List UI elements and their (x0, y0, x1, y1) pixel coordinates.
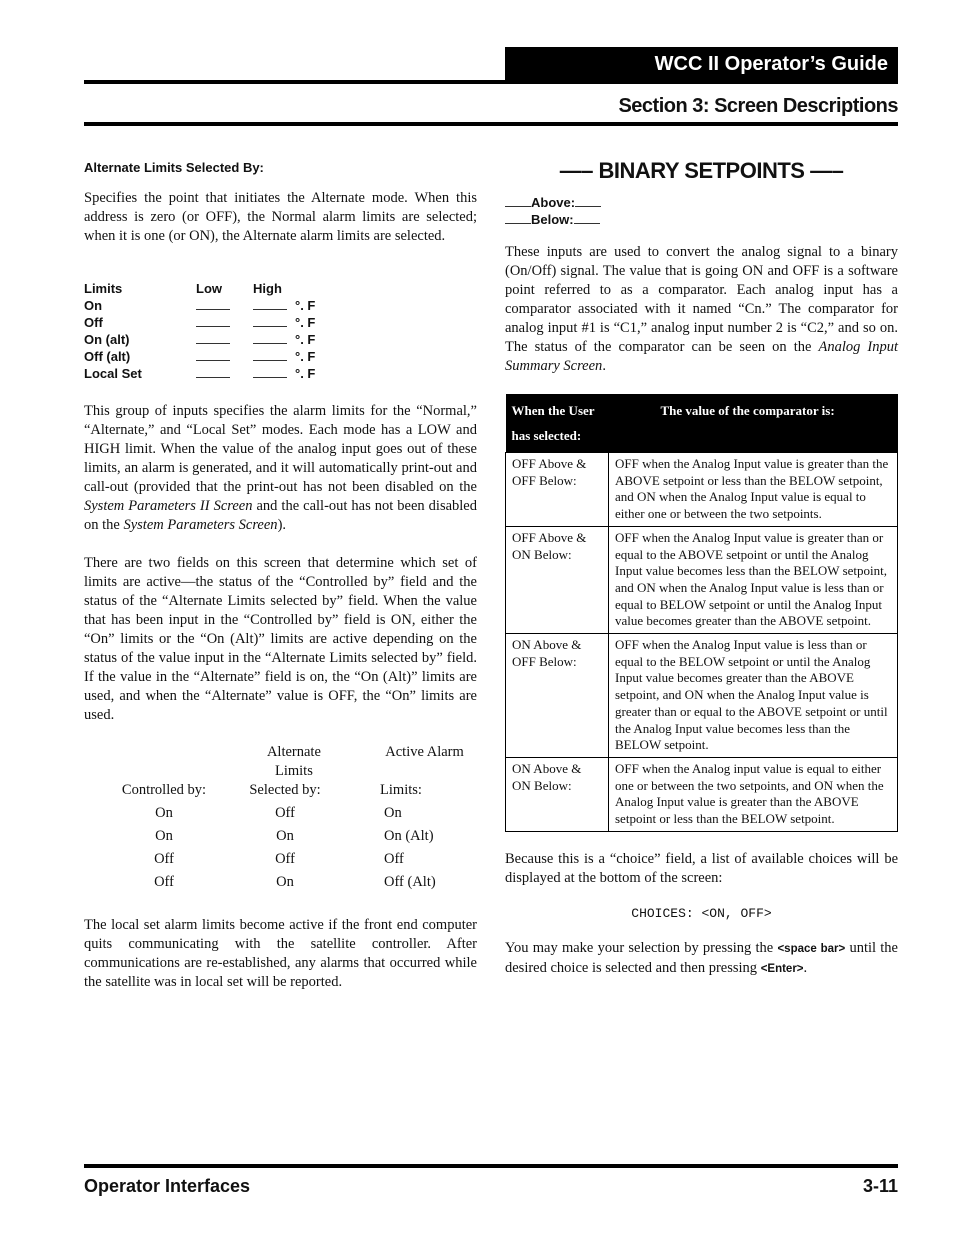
high-blank (253, 298, 287, 310)
description-cell: OFF when the Analog Input value is greater than the ABOVE setpoint or less than the BELOW setpoint, and ON when the Analog Input value is equal to either one or between the two setpoints. (609, 453, 898, 527)
limits-row-label: On (84, 298, 103, 313)
mode-header-row (84, 781, 477, 800)
alarm-limits-paragraph (84, 402, 477, 535)
mode-cell: On (276, 828, 294, 844)
table-row (506, 757, 898, 831)
above-label: Above: (531, 195, 576, 210)
limits-col-header: Limits (84, 281, 123, 296)
mode-cell: On (276, 874, 294, 890)
selection-cell (506, 453, 609, 527)
limits-header-row (84, 280, 477, 297)
mode-cell: On (384, 805, 402, 821)
section-title: Section 3: Screen Descriptions (618, 95, 898, 117)
paragraph-text: These inputs are used to convert the analog signal to a binary (On/Off) signal. The value that is going ON and OFF is a software point referred to as a comparator. Each analog input has a comparator associated with it named “Cn.” The comparator for analog input #1 is “C1,” analog input number 2 is “C2,” and so on. The status of the comparator can be seen on the (505, 244, 898, 355)
high-blank (253, 349, 287, 361)
mode-cell: Off (275, 851, 295, 867)
local-set-paragraph: The local set alarm limits become active if the front end computer quits communicating with the satellite controller. After communications are re-established, any alarms that occurred while the satellite was in local set will be reported. (84, 917, 477, 990)
choice-field-paragraph: Because this is a “choice” field, a list of available choices will be displayed at the bottom of the screen: (505, 850, 898, 886)
mode-header (84, 743, 237, 781)
mode-row (84, 850, 477, 869)
selection-text: OFF Below: (512, 653, 577, 669)
above-blank-left (505, 197, 531, 207)
mode-header: Alternate Limits (266, 744, 321, 779)
mode-header-row (84, 743, 477, 781)
mode-cell: Off (275, 805, 295, 821)
low-blank (196, 298, 230, 310)
mode-row (84, 827, 477, 846)
alternate-limits-heading: Alternate Limits Selected By: (84, 160, 264, 175)
selection-text: OFF Below: (512, 472, 577, 488)
limits-row (84, 365, 477, 382)
paragraph-text: This group of inputs specifies the alarm limits for the “Normal,” “Alternate,” and “Local Set” modes. Each mode has a LOW and HIGH limit. When the value of the analog input goes out of these limits, an alarm is generated, and it will automatically print-out and call-out (provided that the print-out has not been disabled on the (84, 403, 477, 495)
mode-cell: On (155, 805, 173, 821)
paragraph-text: until the desired choice is selected and then pressing (505, 939, 898, 976)
comparator-table-header (506, 394, 898, 453)
limits-row (84, 297, 477, 314)
below-blank-right (574, 214, 600, 224)
mode-header: Selected by: (249, 782, 321, 798)
unit-label: °. F (295, 298, 316, 313)
selection-text: ON Below: (512, 546, 572, 562)
binary-setpoints-title: —– BINARY SETPOINTS —– (559, 158, 844, 183)
header-selected (506, 394, 609, 453)
alternate-limits-paragraph: Specifies the point that initiates the Alternate mode. When this address is zero (or OFF), the Normal alarm limits are selected; when it is one (or ON), the Alternate alarm limits are selected. (84, 190, 477, 244)
left-column (84, 160, 477, 992)
below-label: Below: (531, 212, 574, 227)
choices-line: CHOICES: <ON, OFF> (631, 905, 772, 921)
unit-label: °. F (295, 315, 316, 330)
selection-text: OFF Above & (512, 529, 587, 545)
page-number: 3-11 (862, 1176, 898, 1196)
low-col-header: Low (196, 281, 222, 296)
unit-label: °. F (295, 349, 316, 364)
mode-cell: Off (154, 851, 174, 867)
header-value: The value of the comparator is: (609, 394, 898, 453)
limits-row-label: On (alt) (84, 332, 130, 347)
low-blank (196, 315, 230, 327)
description-cell: OFF when the Analog Input value is greater than or equal to the ABOVE setpoint or until the Analog Input value becomes less than the BELOW setpoint, and ON when the Analog Input value is less than or equal to BELOW setpoint or until the Analog Input value becomes greater than the ABOVE setpoint. (609, 526, 898, 633)
paragraph-text: . (803, 959, 808, 976)
below-field (505, 211, 898, 228)
table-row (506, 453, 898, 527)
mode-header: Controlled by: (121, 782, 207, 798)
footer-rule (84, 1164, 898, 1168)
limits-row-label: Off (alt) (84, 349, 131, 364)
high-blank (253, 315, 287, 327)
space-bar-key: <space bar> (777, 942, 846, 955)
unit-label: °. F (295, 366, 316, 381)
paragraph-text: . (602, 358, 606, 374)
selection-cell (506, 757, 609, 831)
paragraph-text: You may make your selection by pressing the (505, 939, 778, 956)
enter-key: <Enter> (760, 962, 804, 975)
header-text: When the User (511, 403, 595, 418)
above-blank-right (575, 197, 601, 207)
right-column (505, 158, 898, 979)
header-rule (84, 80, 898, 84)
low-blank (196, 349, 230, 361)
selection-text: ON Above & (512, 760, 582, 776)
guide-title: WCC II Operator’s Guide (505, 47, 898, 81)
active-limits-paragraph: There are two fields on this screen that determine which set of limits are active—the status of the “Controlled by” field and the status of the “Alternate Limits selected by” field. When the value that has been input in the “Controlled by” field is ON, either the “On” limits or the “On (Alt)” limits are active depending on the status of the value input in the “Alternate Limits selected by” field. If the value in the “Alternate” field is on, the “On (Alt)” limits are used, and when the “Alternate” value is OFF, the “On” limits are used. (84, 555, 477, 723)
comparator-table (505, 394, 898, 832)
limits-row-label: Local Set (84, 366, 142, 381)
table-row (506, 634, 898, 758)
below-blank-left (505, 214, 531, 224)
mode-header: Limits: (380, 782, 422, 798)
section-rule (84, 122, 898, 126)
limits-row-label: Off (84, 315, 103, 330)
footer-chapter: Operator Interfaces (84, 1176, 251, 1196)
high-blank (253, 332, 287, 344)
paragraph-text: and the call-out has not been disabled on the (84, 498, 477, 533)
paragraph-text: ). (277, 517, 287, 533)
mode-row (84, 873, 477, 892)
comparator-paragraph (505, 243, 898, 376)
selection-text: ON Above & (512, 637, 582, 653)
mode-cell: Off (Alt) (384, 874, 436, 890)
mode-cell: On (Alt) (384, 828, 434, 844)
mode-header: Active Alarm (385, 744, 464, 760)
low-blank (196, 332, 230, 344)
screen-reference: Analog Input Summary Screen (505, 339, 898, 374)
mode-cell: Off (154, 874, 174, 890)
mode-row (84, 804, 477, 823)
screen-reference: System Parameters Screen (123, 517, 278, 533)
mode-table (84, 743, 477, 892)
selection-text: OFF Above & (512, 456, 587, 471)
above-field (505, 194, 898, 211)
low-blank (196, 366, 230, 378)
screen-reference: System Parameters II Screen (84, 498, 253, 514)
limits-table (84, 280, 477, 382)
mode-cell: On (155, 828, 173, 844)
mode-cell: Off (384, 851, 404, 867)
setpoint-fields (505, 194, 898, 228)
selection-cell (506, 634, 609, 758)
selection-instructions (505, 939, 898, 979)
selection-text: ON Below: (512, 777, 572, 793)
limits-row (84, 348, 477, 365)
selection-cell (506, 526, 609, 633)
unit-label: °. F (295, 332, 316, 347)
header-text: has selected: (511, 428, 582, 443)
description-cell: OFF when the Analog input value is equal to either one or between the two setpoints, and ON when the Analog Input value is greater than the ABOVE setpoint or less than the BELOW setpoint. (609, 757, 898, 831)
description-cell: OFF when the Analog Input value is less than or equal to the BELOW setpoint or until the Analog Input value becomes greater than the ABOVE setpoint, and ON when the Analog Input value is greater than or equal to the ABOVE setpoint or until the Analog Input value becomes less than the BELOW setpoint. (609, 634, 898, 758)
high-blank (253, 366, 287, 378)
table-row (506, 526, 898, 633)
limits-row (84, 314, 477, 331)
limits-row (84, 331, 477, 348)
high-col-header: High (253, 281, 282, 296)
